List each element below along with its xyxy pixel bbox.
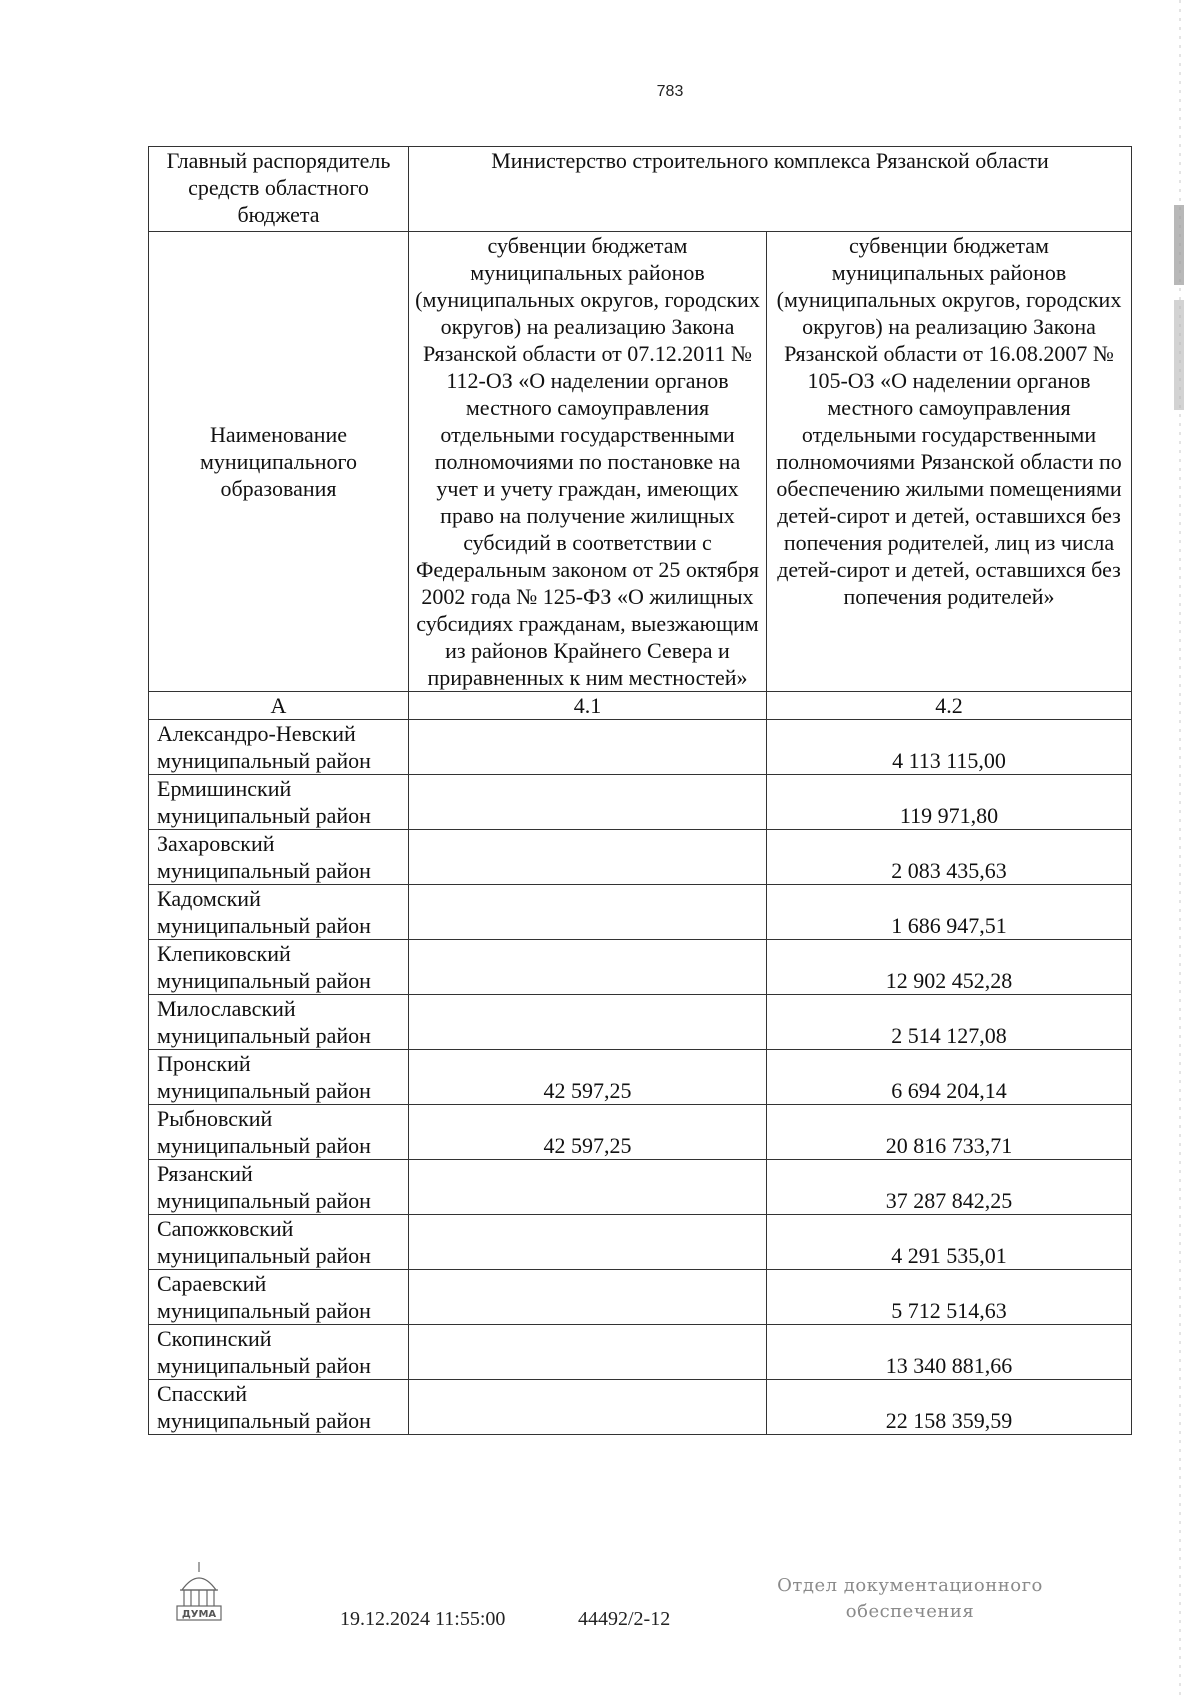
municipality-name-cell	[149, 1380, 409, 1435]
municipality-type: муниципальный район	[157, 1408, 371, 1433]
value-4-2: 22 158 359,59	[767, 1380, 1132, 1435]
stamp-line-1: Отдел документационного	[777, 1575, 1043, 1596]
municipality-type: муниципальный район	[157, 968, 371, 993]
municipality-type: муниципальный район	[157, 1188, 371, 1213]
table-row	[149, 1215, 1132, 1270]
page-number: 783	[656, 83, 684, 100]
value-4-2: 4 113 115,00	[767, 720, 1132, 775]
table-row	[149, 720, 1132, 775]
municipality-name-cell	[149, 830, 409, 885]
value-4-1	[409, 885, 767, 940]
table-row	[149, 885, 1132, 940]
header-row-columns	[149, 232, 1132, 692]
municipality-name: Александро-Невский	[157, 721, 356, 746]
value-4-2: 37 287 842,25	[767, 1160, 1132, 1215]
value-4-2: 5 712 514,63	[767, 1270, 1132, 1325]
table-row	[149, 1270, 1132, 1325]
value-4-1	[409, 830, 767, 885]
municipality-name: Сараевский	[157, 1271, 267, 1296]
municipality-name: Спасский	[157, 1381, 247, 1406]
municipality-type: муниципальный район	[157, 803, 371, 828]
table-row	[149, 1105, 1132, 1160]
table-row	[149, 995, 1132, 1050]
value-4-2: 12 902 452,28	[767, 940, 1132, 995]
municipality-name-cell	[149, 995, 409, 1050]
municipality-type: муниципальный район	[157, 1298, 371, 1323]
municipality-name-cell	[149, 1325, 409, 1380]
value-4-2: 4 291 535,01	[767, 1215, 1132, 1270]
municipality-name: Клепиковский	[157, 941, 291, 966]
duma-logo-icon	[172, 1560, 226, 1626]
municipality-name-cell	[149, 1160, 409, 1215]
municipality-type: муниципальный район	[157, 748, 371, 773]
table-row	[149, 1160, 1132, 1215]
footer-datetime: 19.12.2024 11:55:00	[340, 1608, 506, 1630]
municipality-name: Милославский	[157, 996, 296, 1021]
municipality-name: Рязанский	[157, 1161, 253, 1186]
table-row	[149, 1325, 1132, 1380]
header-row-distributor	[149, 147, 1132, 232]
municipality-type: муниципальный район	[157, 1353, 371, 1378]
municipality-name-cell	[149, 1215, 409, 1270]
municipality-name: Захаровский	[157, 831, 275, 856]
distributor-label: Главный распорядитель средств областного бюджета	[149, 147, 409, 232]
municipality-name-cell	[149, 1105, 409, 1160]
value-4-1	[409, 720, 767, 775]
data-rows	[149, 720, 1132, 1435]
index-cell-a: А	[149, 692, 409, 720]
municipality-type: муниципальный район	[157, 1023, 371, 1048]
value-4-2: 1 686 947,51	[767, 885, 1132, 940]
column-4-2-header: субвенции бюджетам муниципальных районов (муниципальных округов, городских округов) на реализацию Закона Рязанской области от 16.08.2007 № 105-ОЗ «О наделении органов местного самоуправления отдельными государственными полномочиями Рязанской области по обеспечению жилыми помещениями детей-сирот и детей, оставшихся без попечения родителей, лиц из числа детей-сирот и детей, оставшихся без попечения родителей»	[767, 232, 1132, 692]
municipality-name-cell	[149, 940, 409, 995]
table-row	[149, 830, 1132, 885]
table-row	[149, 1050, 1132, 1105]
value-4-1: 42 597,25	[409, 1050, 767, 1105]
municipality-name: Ермишинский	[157, 776, 292, 801]
municipality-type: муниципальный район	[157, 1078, 371, 1103]
value-4-2: 20 816 733,71	[767, 1105, 1132, 1160]
table-row	[149, 775, 1132, 830]
index-row	[149, 692, 1132, 720]
value-4-2: 119 971,80	[767, 775, 1132, 830]
municipality-name-cell	[149, 885, 409, 940]
value-4-2: 2 514 127,08	[767, 995, 1132, 1050]
value-4-2: 6 694 204,14	[767, 1050, 1132, 1105]
municipality-name: Скопинский	[157, 1326, 272, 1351]
value-4-1	[409, 995, 767, 1050]
municipality-type: муниципальный район	[157, 1133, 371, 1158]
logo-text: ДУМА	[181, 1609, 217, 1620]
distributor-name: Министерство строительного комплекса Рязанской области	[409, 147, 1132, 232]
value-4-2: 2 083 435,63	[767, 830, 1132, 885]
value-4-1	[409, 1160, 767, 1215]
value-4-1	[409, 1325, 767, 1380]
municipality-name: Кадомский	[157, 886, 261, 911]
index-cell-4-1: 4.1	[409, 692, 767, 720]
municipality-name-cell	[149, 1050, 409, 1105]
municipality-name: Рыбновский	[157, 1106, 273, 1131]
table-row	[149, 1380, 1132, 1435]
value-4-1: 42 597,25	[409, 1105, 767, 1160]
value-4-1	[409, 1215, 767, 1270]
value-4-1	[409, 1270, 767, 1325]
municipality-name-cell	[149, 720, 409, 775]
table-row	[149, 940, 1132, 995]
value-4-1	[409, 1380, 767, 1435]
column-4-1-header: субвенции бюджетам муниципальных районов (муниципальных округов, городских округов) на реализацию Закона Рязанской области от 07.12.2011 № 112-ОЗ «О наделении органов местного самоуправления отдельными государственными полномочиями по постановке на учет и учету граждан, имеющих право на получение жилищных субсидий в соответствии с Федеральным законом от 25 октября 2002 года № 125-ФЗ «О жилищных субсидиях гражданам, выезжающим из районов Крайнего Севера и приравненных к ним местностей»	[409, 232, 767, 692]
department-stamp	[765, 1573, 1055, 1625]
scan-edge-marks	[1160, 0, 1200, 1695]
footer-reg-number: 44492/2-12	[578, 1608, 671, 1630]
value-4-1	[409, 775, 767, 830]
municipality-header: Наименование муниципального образования	[149, 232, 409, 692]
municipality-name-cell	[149, 1270, 409, 1325]
stamp-line-2: обеспечения	[845, 1601, 975, 1622]
budget-table	[148, 146, 1132, 1435]
municipality-type: муниципальный район	[157, 1243, 371, 1268]
municipality-type: муниципальный район	[157, 858, 371, 883]
municipality-name: Сапожковский	[157, 1216, 294, 1241]
municipality-name-cell	[149, 775, 409, 830]
value-4-1	[409, 940, 767, 995]
municipality-type: муниципальный район	[157, 913, 371, 938]
municipality-name: Пронский	[157, 1051, 251, 1076]
index-cell-4-2: 4.2	[767, 692, 1132, 720]
value-4-2: 13 340 881,66	[767, 1325, 1132, 1380]
